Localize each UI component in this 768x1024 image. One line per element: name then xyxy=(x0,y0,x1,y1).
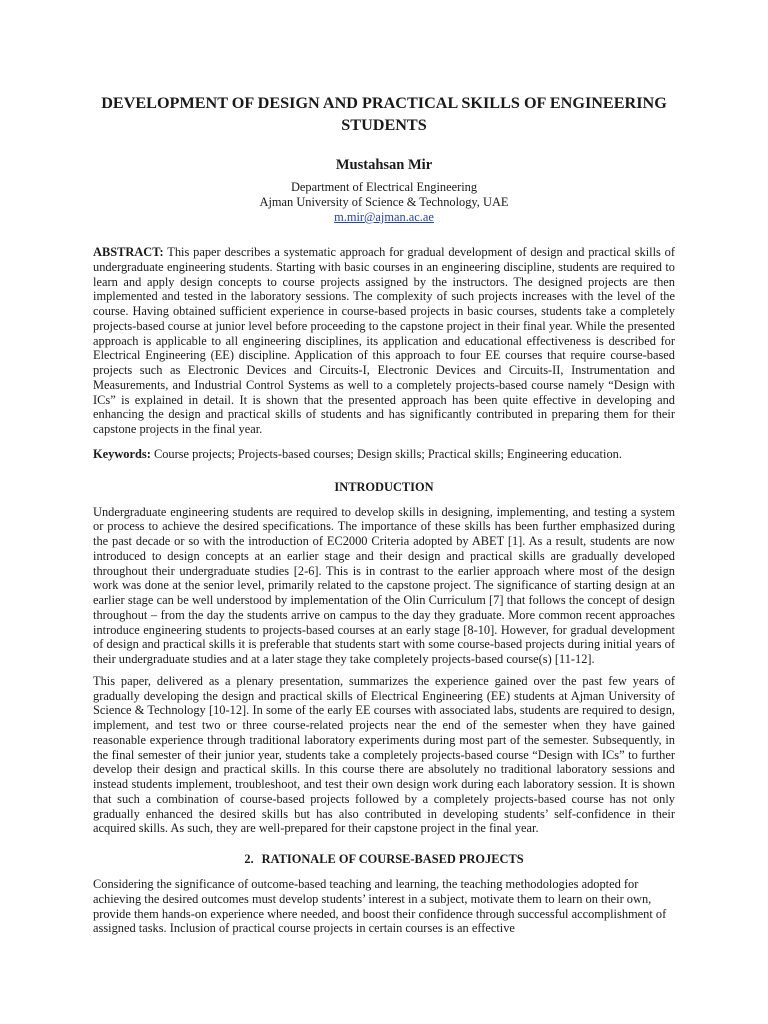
author-name: Mustahsan Mir xyxy=(335,157,433,173)
section-2-number: 2. xyxy=(244,852,254,866)
paper-page xyxy=(93,92,675,936)
introduction-paragraph-1: Undergraduate engineering students are required to develop skills in designing, implementing, and testing a system or process to achieve the desired specifications. The importance of these skills has been further emphasized during the past decade or so with the introduction of EC2000 Criteria adopted by ABET [1]. As a result, students are now introduced to design concepts at an earlier stage and their design and practical skills are gradually developed throughout their undergraduate studies [2-6]. This is in contrast to the earlier approach where most of the design work was done at the senior level, primarily related to the capstone project. The significance of starting design at an earlier stage can be well understood by implementation of the Olin Curriculum [7] that follows the concept of design throughout – from the day the students arrive on campus to the day they graduate. More common recent approaches introduce engineering students to projects-based courses at an early stage [8-10]. However, for gradual development of design and practical skills it is preferable that students start with some course-based projects during initial years of their undergraduate studies and at a later stage they take completely projects-based course(s) [11-12]. xyxy=(93,504,675,666)
university: Ajman University of Science & Technology, UAE xyxy=(259,195,509,209)
section-2-heading xyxy=(93,852,675,867)
abstract-text: This paper describes a systematic approach for gradual development of design and practical skills of undergraduate engineering students. Starting with basic courses in an engineering discipline, students are required to learn and apply design concepts to course projects assigned by the instructors. The designed projects are then implemented and tested in the laboratory sessions. The complexity of such projects increases with the level of the course. Having obtained sufficient experience in course-based projects in basic courses, students take a completely projects-based course at junior level before proceeding to the capstone project in their final year. While the presented approach is applicable to all engineering disciplines, its application and educational effectiveness is described for Electrical Engineering (EE) discipline. Application of this approach to four EE courses that require course-based projects such as Electronic Devices and Circuits-I, Electronic Devices and Circuits-II, Instrumentation and Measurements, and Industrial Control Systems as well to a completely projects-based course namely “Design with ICs” is explained in detail. It is shown that the presented approach has been quite effective in developing and enhancing the design and practical skills of students and has significantly contributed in preparing them for their capstone projects in the final year. xyxy=(93,245,675,436)
section-2-paragraph: Considering the significance of outcome-based teaching and learning, the teaching methodologies adopted for achieving the desired outcomes must develop students’ interest in a subject, motivate them to learn on their own, provide them hands-on experience where needed, and boost their confidence through successful accomplishment of assigned tasks. Inclusion of practical course projects in certain courses is an effective xyxy=(93,877,667,936)
introduction-heading: INTRODUCTION xyxy=(334,479,434,494)
abstract-label: ABSTRACT: xyxy=(93,245,164,259)
abstract xyxy=(93,245,675,437)
author-affiliation xyxy=(93,180,675,225)
keywords-label: Keywords: xyxy=(93,446,151,461)
keywords-text: Course projects; Projects-based courses; Design skills; Practical skills; Engineering education. xyxy=(153,446,622,461)
department: Department of Electrical Engineering xyxy=(290,180,478,194)
keywords xyxy=(93,447,675,462)
paper-title: DEVELOPMENT OF DESIGN AND PRACTICAL SKILLS OF ENGINEERING STUDENTS xyxy=(101,94,667,134)
introduction-paragraph-2: This paper, delivered as a plenary presentation, summarizes the experience gained over the past few years of gradually developing the design and practical skills of Electrical Engineering (EE) students at Ajman University of Science & Technology [10-12]. In some of the early EE courses with associated labs, students are required to design, implement, and test two or three course-related projects near the end of the semester when they have gained reasonable experience through traditional laboratory experiments during most part of the semester. Subsequently, in the final semester of their junior year, students take a completely projects-based course “Design with ICs” to further develop their design and practical skills. In this course there are absolutely no traditional laboratory sessions and instead students implement, troubleshoot, and test their own design work during each laboratory session. It is shown that such a combination of course-based projects followed by a completely projects-based course has not only gradually enhanced the desired skills but has also contributed in developing students’ self-confidence in their acquired skills. As such, they are well-prepared for their capstone project in the final year. xyxy=(93,673,675,836)
section-2-title: RATIONALE OF COURSE-BASED PROJECTS xyxy=(261,852,524,866)
email-link[interactable]: m.mir@ajman.ac.ae xyxy=(334,210,434,224)
